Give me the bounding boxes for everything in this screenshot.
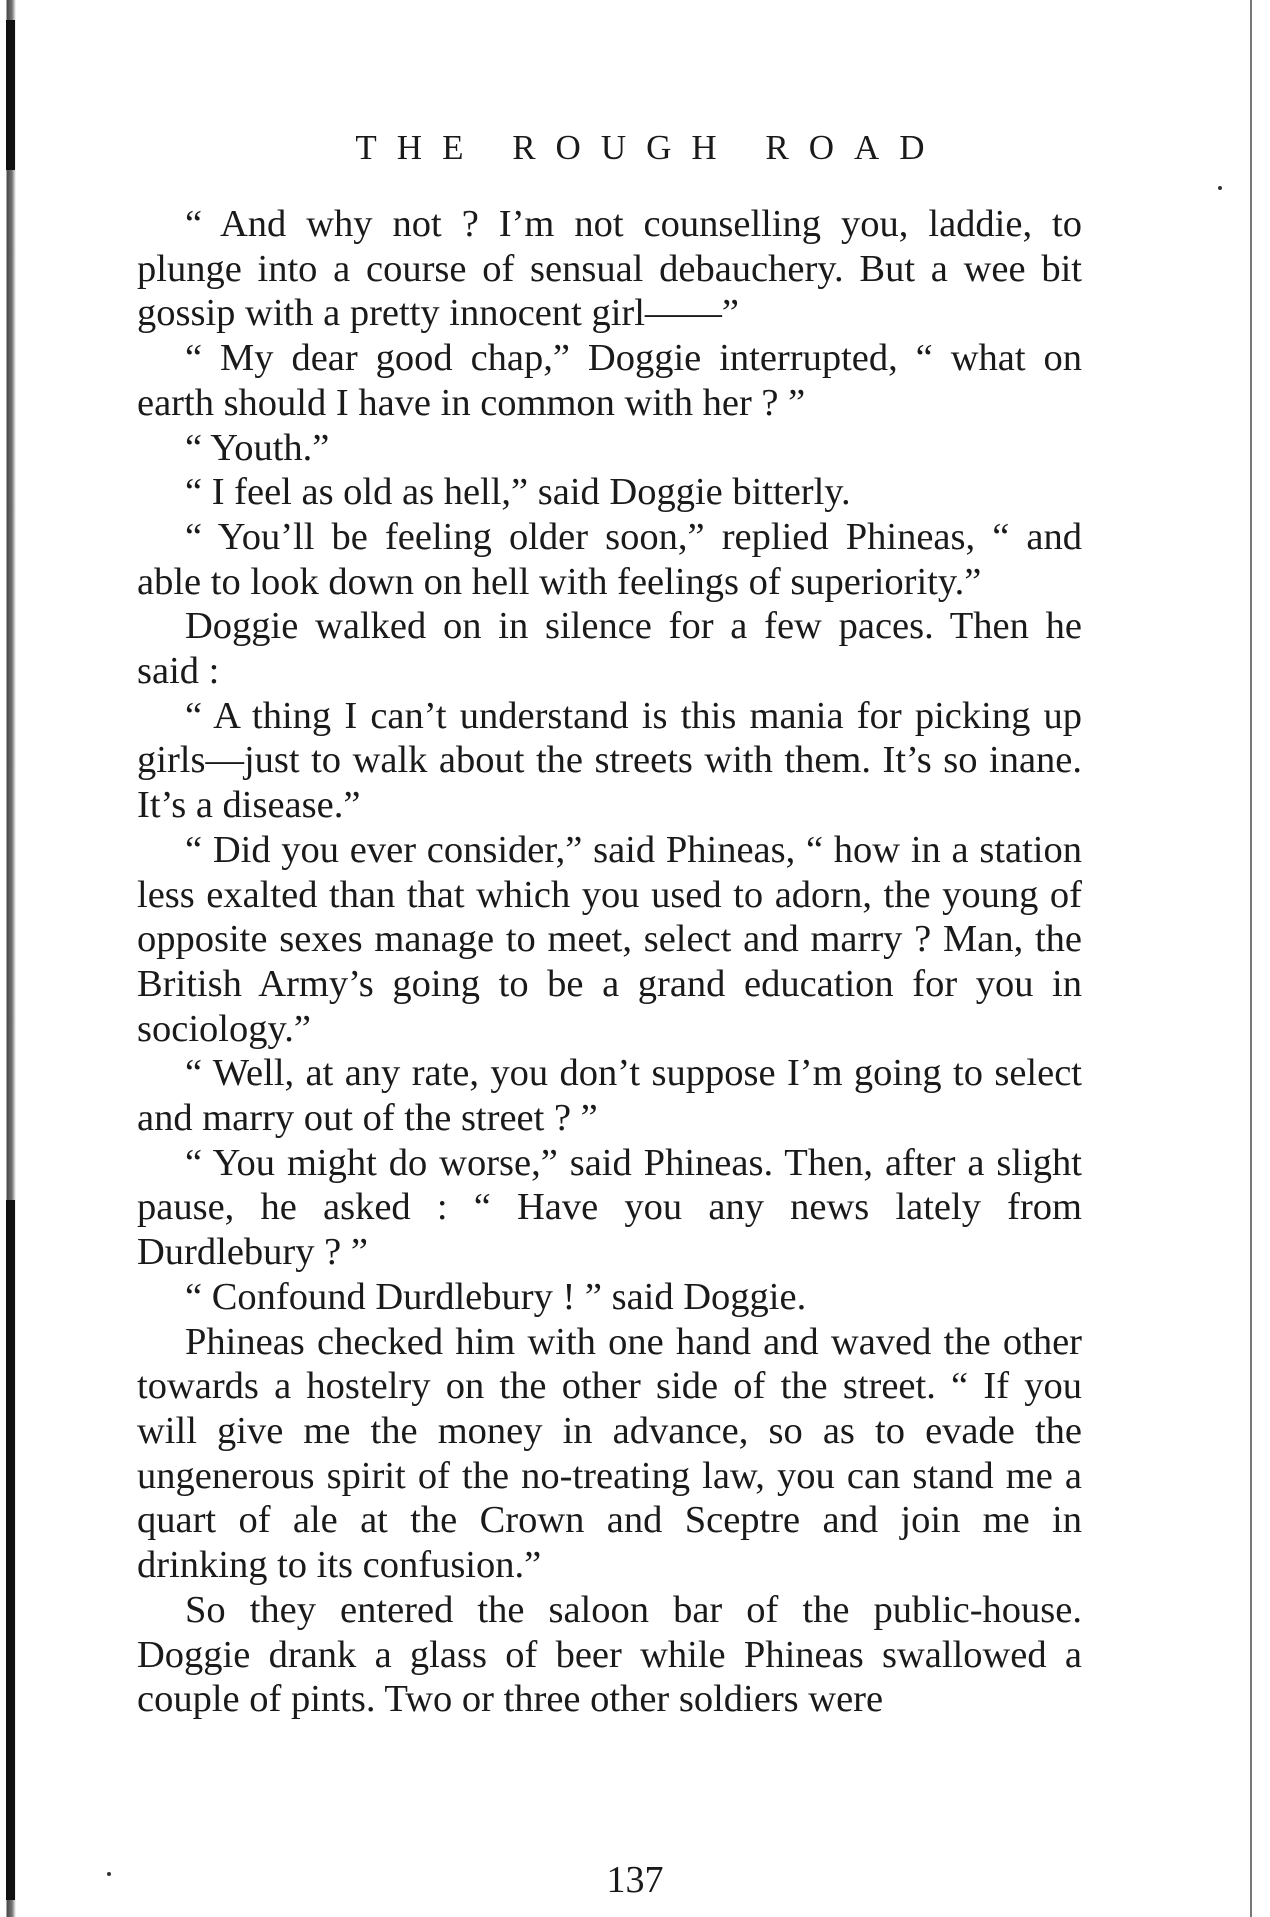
paragraph: “ Youth.” xyxy=(185,426,330,469)
paragraph: Doggie walked on in silence for a few paces. Then he said : xyxy=(137,605,1082,693)
binding-shadow-bottom xyxy=(6,1200,15,1900)
paragraph: “ Well, at any rate, you don’t suppose I’m going to select and marry out of the street ? ” xyxy=(137,1052,1082,1140)
paragraph: “ My dear good chap,” Doggie interrupted, “ what on earth should I have in common with her ? ” xyxy=(137,337,1082,424)
paragraph: So they entered the saloon bar of the public-house. Doggie drank a glass of beer while Phineas swallowed a couple of pints. Two or three other soldiers were xyxy=(137,1588,1082,1721)
body-text xyxy=(137,202,1082,1722)
paragraph: Phineas checked him with one hand and waved the other towards a hostelry on the other side of the street. “ If you will give me the money in advance, so as to evade the ungenerous spirit of the no-treating law, you can stand me a quart of ale at the Crown and Sceptre and join me in drinking to its confusion.” xyxy=(137,1320,1082,1587)
page-edge-line xyxy=(1250,0,1252,1917)
paragraph: “ I feel as old as hell,” said Doggie bitterly. xyxy=(185,471,851,514)
page-number: 137 xyxy=(606,1859,664,1901)
paragraph: “ You might do worse,” said Phineas. Then, after a slight pause, he asked : “ Have you any news lately from Durdlebury ? ” xyxy=(137,1141,1082,1274)
scan-speck xyxy=(1218,186,1222,190)
paragraph: “ A thing I can’t understand is this mania for picking up girls—just to walk about the streets with them. It’s so inane. It’s a disease.” xyxy=(137,694,1082,827)
paragraph: “ Did you ever consider,” said Phineas, “ how in a station less exalted than that which you used to adorn, the young of opposite sexes manage to meet, select and marry ? Man, the British Army’s going to be a grand education for you in sociology.” xyxy=(137,828,1082,1050)
running-head: THE ROUGH ROAD xyxy=(355,128,945,167)
paragraph: “ Confound Durdlebury ! ” said Doggie. xyxy=(185,1275,807,1318)
paragraph: “ You’ll be feeling older soon,” replied Phineas, “ and able to look down on hell with feelings of superiority.” xyxy=(137,515,1082,603)
paragraph: “ And why not ? I’m not counselling you, laddie, to plunge into a course of sensual debauchery. But a wee bit gossip with a pretty innocent girl——” xyxy=(137,203,1082,335)
